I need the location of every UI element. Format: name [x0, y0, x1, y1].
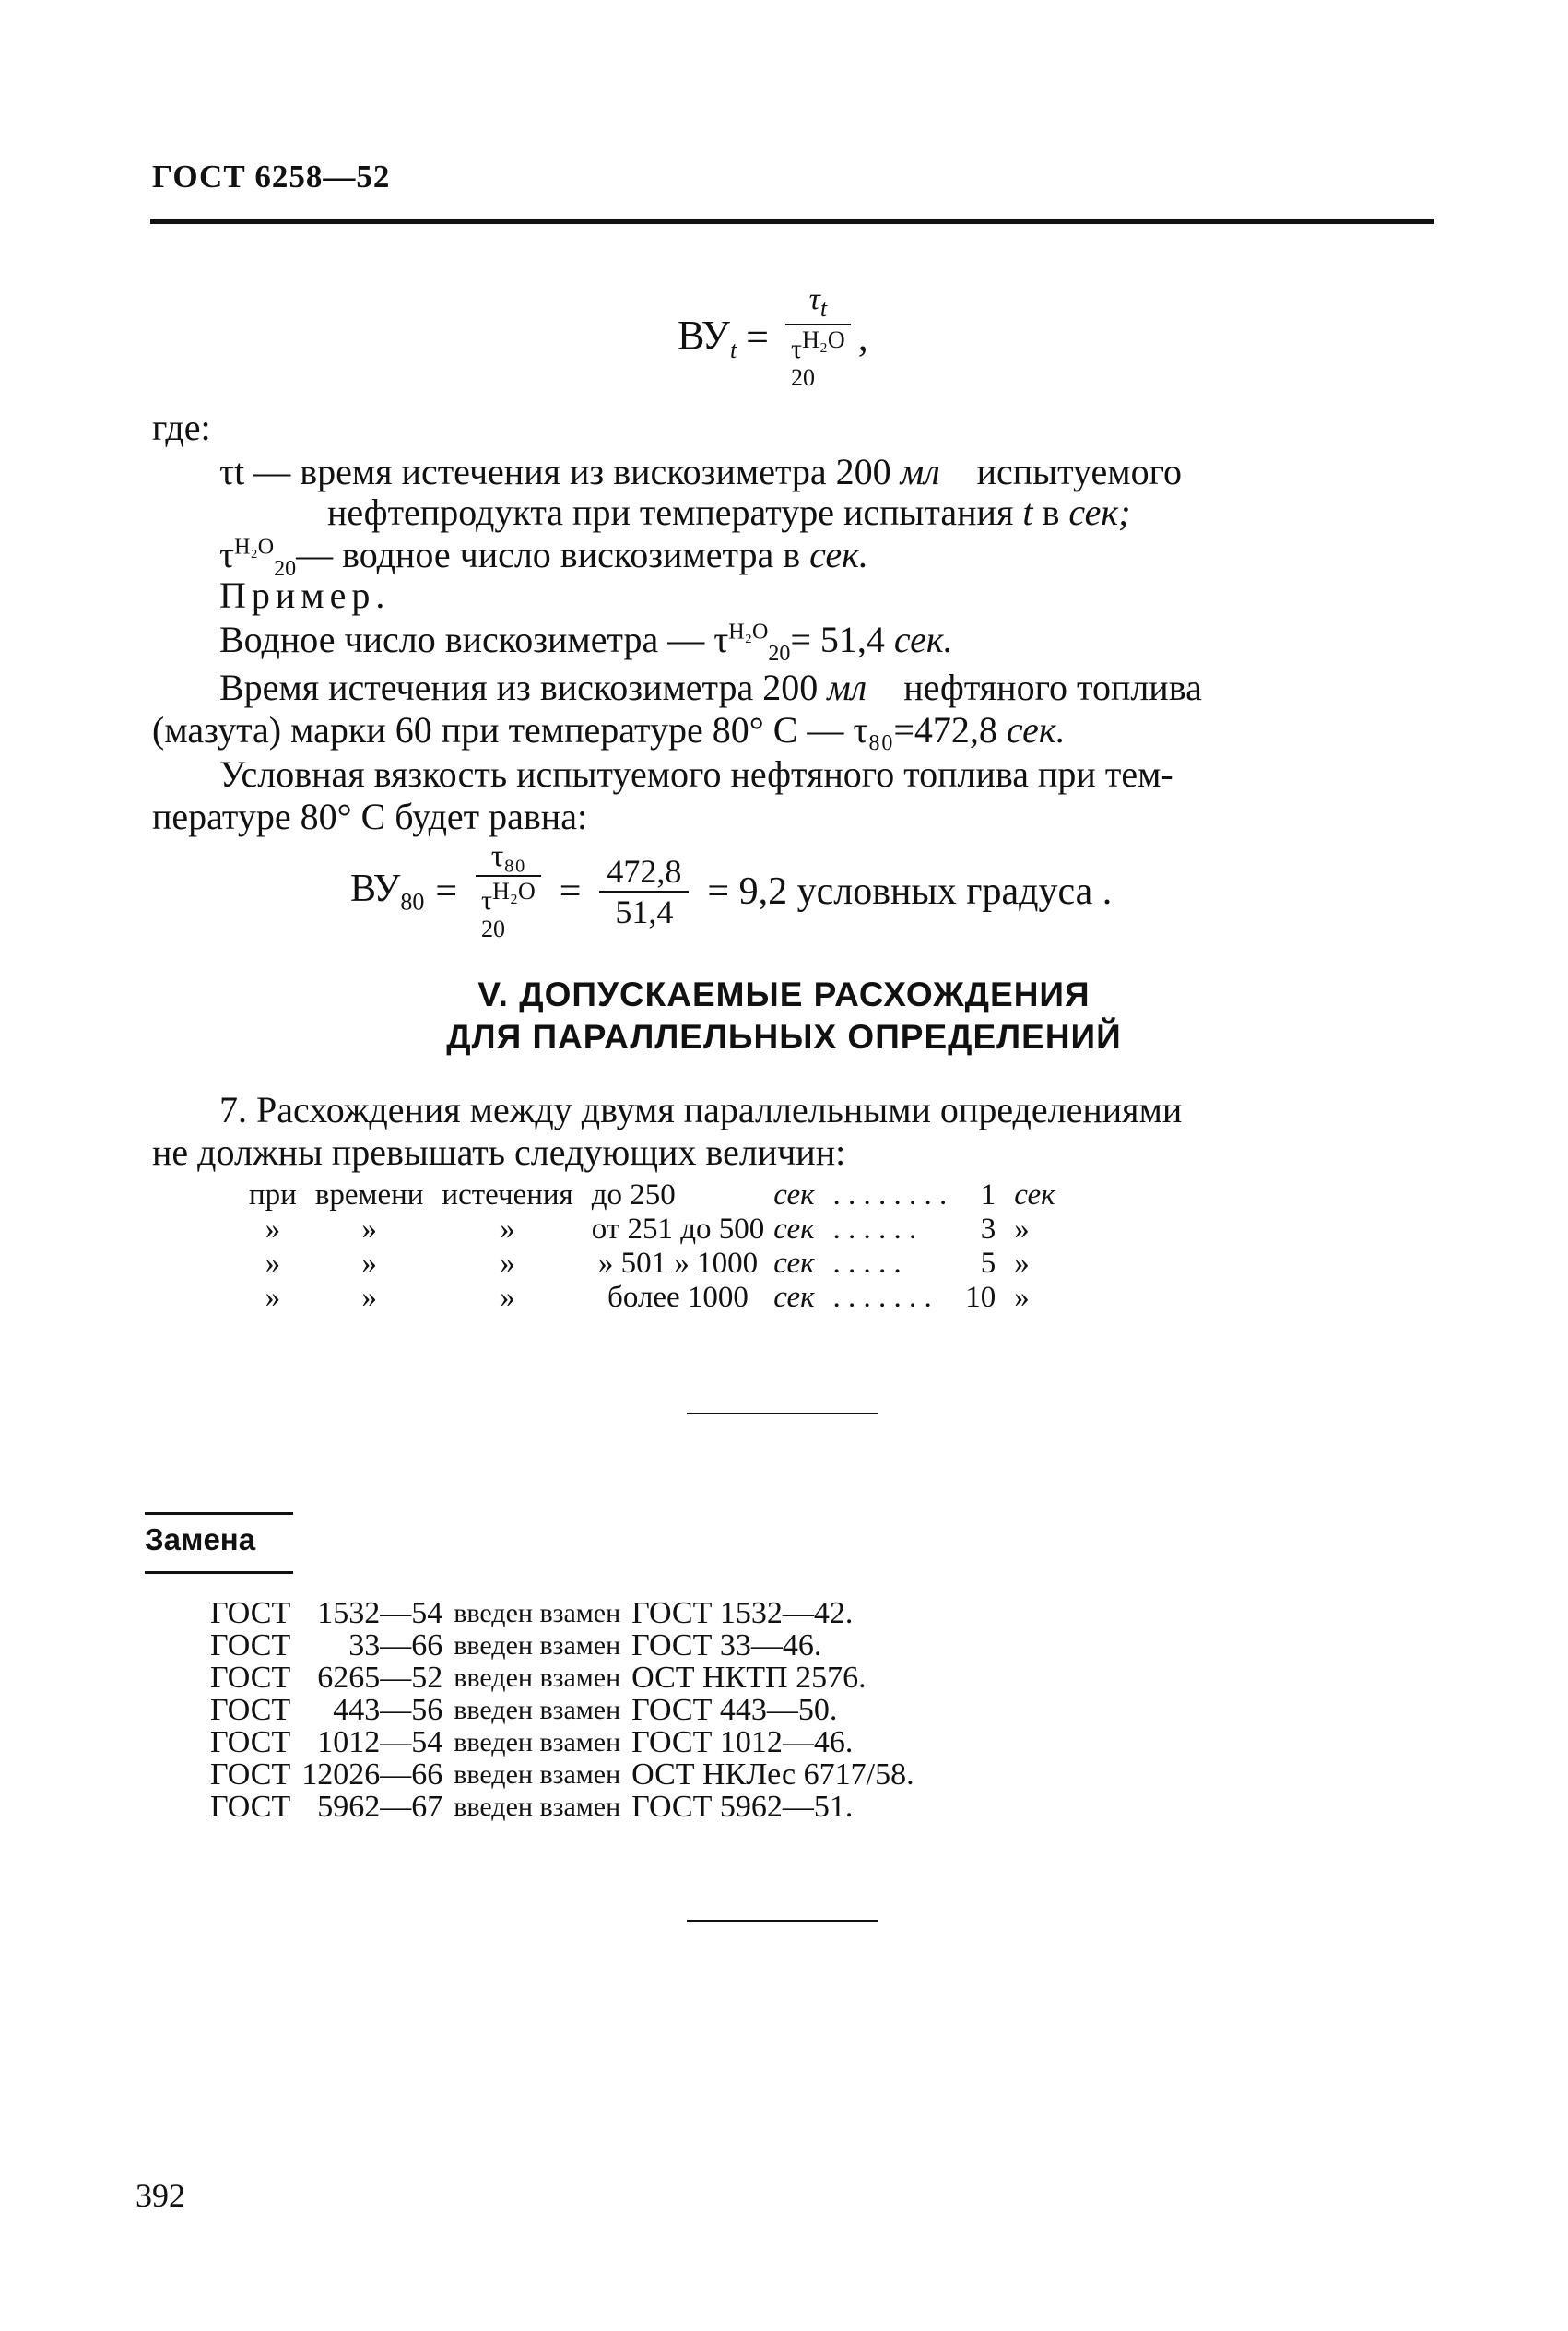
replacement-old-standard: ГОСТ 5962—51. — [631, 1790, 854, 1824]
replacement-prefix: ГОСТ — [210, 1757, 291, 1792]
tolerance-leader-dots: . . . . . — [832, 1247, 902, 1280]
formula-result-equals: = — [435, 870, 458, 913]
definition-water-number: $\tau^{H_2O}_{20}—$ водное число вискозиметра в сек. — [219, 534, 868, 581]
tolerance-value: 5 — [980, 1247, 996, 1280]
formula-lhs: $ВУ_t$ — [678, 312, 737, 363]
example-label: Пример. — [219, 574, 391, 616]
formula-result-numerator-2: 472,8 — [607, 853, 682, 890]
formula-fraction — [785, 284, 851, 391]
tolerance-value: 10 — [965, 1281, 996, 1314]
tolerance-row — [240, 1213, 1065, 1247]
tolerance-range: более 1000 — [607, 1281, 749, 1314]
tolerance-leader-dots: . . . . . . . . — [832, 1178, 948, 1212]
replacement-prefix: ГОСТ — [210, 1693, 291, 1727]
zamena-bottom-rule — [145, 1571, 293, 1574]
tolerance-range: от 251 до 500 — [591, 1213, 765, 1246]
formula-result-equals-2: = — [559, 870, 582, 913]
tolerance-value-unit: » — [1014, 1281, 1030, 1314]
tolerance-range-unit: сек — [773, 1281, 815, 1314]
formula-result-value: = 9,2 условных градуса . — [707, 870, 1113, 913]
example-water-number: Водное число вискозиметра — $\tau^{H_2O}_{20}= 51,4$ сек. — [219, 619, 953, 666]
replacement-old-standard: ОСТ НКЛес 6717/58. — [631, 1757, 914, 1792]
replacement-number: 5962—67 — [317, 1790, 443, 1824]
example-flow-time-continued: (мазута) марки 60 при температуре 80° С — τ₈₀=472,8 сек. — [152, 709, 1066, 751]
tolerance-value: 1 — [980, 1178, 996, 1212]
tolerance-col-1: » — [265, 1281, 281, 1314]
example-viscosity-sentence-continued: пературе 80° С будет равна: — [152, 796, 588, 837]
divider-rule — [687, 1413, 878, 1414]
tolerance-col-3: » — [500, 1247, 515, 1280]
example-viscosity-sentence: Условная вязкость испытуемого нефтяного топлива при тем- — [219, 753, 1173, 795]
formula-equals: = — [746, 314, 769, 361]
replacement-number: 33—66 — [348, 1628, 443, 1662]
replacement-text: введен взамен — [454, 1630, 621, 1661]
replacement-prefix: ГОСТ — [210, 1661, 291, 1695]
tolerance-col-1: » — [265, 1247, 281, 1280]
replacement-prefix: ГОСТ — [210, 1790, 291, 1824]
section-paragraph-line1: 7. Расхождения между двумя параллельными определениями — [219, 1089, 1183, 1130]
formula-result-numerator-1: τ₈₀ — [490, 839, 526, 873]
replacement-old-standard: ГОСТ 443—50. — [631, 1693, 838, 1727]
tolerance-range: » 501 » 1000 — [597, 1247, 759, 1280]
tolerance-table — [240, 1178, 1065, 1315]
tolerance-range-unit: сек — [773, 1178, 815, 1212]
replacement-number: 12026—66 — [301, 1757, 443, 1792]
formula-result-fraction-2 — [599, 855, 689, 929]
tolerance-row — [240, 1178, 1065, 1213]
replacement-text: введен взамен — [454, 1727, 621, 1757]
tolerance-value-unit: » — [1014, 1247, 1030, 1280]
replacement-old-standard: ОСТ НКТП 2576. — [631, 1661, 867, 1695]
replacement-text: введен взамен — [454, 1695, 621, 1725]
replacement-prefix: ГОСТ — [210, 1725, 291, 1759]
tolerance-value: 3 — [980, 1213, 996, 1246]
tolerance-range: до 250 — [591, 1178, 676, 1212]
tolerance-col-3: » — [500, 1281, 515, 1314]
formula-result-denominator-1: $\tau^{H_2O}$ 20 — [481, 878, 536, 942]
definition-tau-t: τt — время истечения из вискозиметра 200 мл испытуемого — [219, 451, 1182, 492]
tolerance-col-2: » — [361, 1281, 377, 1314]
example-flow-time: Время истечения из вискозиметра 200 мл нефтяного топлива — [219, 667, 1202, 708]
formula-conditional-viscosity — [678, 284, 868, 391]
formula-result — [350, 841, 1112, 942]
replacement-text: введен взамен — [454, 1662, 621, 1693]
formula-result-lhs: $ВУ_{80}$ — [350, 868, 425, 916]
replacement-number: 1532—54 — [317, 1596, 443, 1630]
section-title-line2: ДЛЯ ПАРАЛЛЕЛЬНЫХ ОПРЕДЕЛЕНИЙ — [446, 1018, 1122, 1056]
tolerance-range-unit: сек — [773, 1213, 815, 1246]
tolerance-value-unit: сек — [1014, 1178, 1055, 1212]
replacement-row — [205, 1597, 920, 1629]
header-rule — [150, 219, 1434, 224]
replacement-number: 443—56 — [333, 1693, 443, 1727]
fraction-bar — [785, 324, 851, 325]
formula-result-denominator-2: 51,4 — [615, 893, 674, 930]
page-number: 392 — [136, 2177, 185, 2214]
replacement-row — [205, 1758, 920, 1791]
tolerance-col-2: времени — [314, 1178, 424, 1212]
tolerance-row — [240, 1281, 1065, 1315]
replacement-old-standard: ГОСТ 33—46. — [631, 1628, 822, 1662]
formula-numerator: $\tau_t$ — [808, 282, 828, 322]
divider-rule — [687, 1920, 878, 1922]
formula-result-fraction-1 — [476, 841, 541, 942]
tolerance-range-unit: сек — [773, 1247, 815, 1280]
formula-denominator: $\tau^{H_2O}$ 20 — [791, 325, 845, 391]
replacement-prefix: ГОСТ — [210, 1628, 291, 1662]
page-header-title: ГОСТ 6258—52 — [152, 159, 391, 195]
replacement-row — [205, 1726, 920, 1758]
replacement-number: 6265—52 — [317, 1661, 443, 1695]
formula-comma: , — [857, 314, 868, 361]
replacement-row — [205, 1791, 920, 1823]
replacement-row — [205, 1694, 920, 1726]
section-title-line1: V. ДОПУСКАЕМЫЕ РАСХОЖДЕНИЯ — [477, 976, 1091, 1013]
fraction-bar — [599, 891, 689, 893]
zamena-top-rule — [145, 1512, 293, 1515]
tolerance-col-2: » — [361, 1213, 377, 1246]
definition-tau-t-continued: нефтепродукта при температуре испытания t в сек; — [327, 491, 1131, 533]
replacement-old-standard: ГОСТ 1012—46. — [631, 1725, 854, 1759]
tolerance-row — [240, 1247, 1065, 1281]
replacement-row — [205, 1662, 920, 1694]
tolerance-col-3: истечения — [442, 1178, 573, 1212]
tolerance-col-1: при — [249, 1178, 297, 1212]
replacement-prefix: ГОСТ — [210, 1596, 291, 1630]
replacement-number: 1012—54 — [317, 1725, 443, 1759]
tolerance-leader-dots: . . . . . . — [832, 1213, 917, 1246]
tolerance-col-3: » — [500, 1213, 515, 1246]
replacement-text: введен взамен — [454, 1759, 621, 1790]
replacement-text: введен взамен — [454, 1598, 621, 1628]
replacements-label: Замена — [145, 1522, 256, 1556]
tolerance-leader-dots: . . . . . . . — [832, 1281, 932, 1314]
replacements-table — [205, 1597, 920, 1823]
tolerance-col-2: » — [361, 1247, 377, 1280]
section-paragraph-line2: не должны превышать следующих величин: — [152, 1131, 846, 1173]
replacement-row — [205, 1629, 920, 1662]
replacement-text: введен взамен — [454, 1792, 621, 1822]
where-label: где: — [152, 407, 211, 448]
fraction-bar — [476, 875, 541, 877]
tolerance-value-unit: » — [1014, 1213, 1030, 1246]
replacement-old-standard: ГОСТ 1532—42. — [631, 1596, 854, 1630]
tolerance-col-1: » — [265, 1213, 281, 1246]
